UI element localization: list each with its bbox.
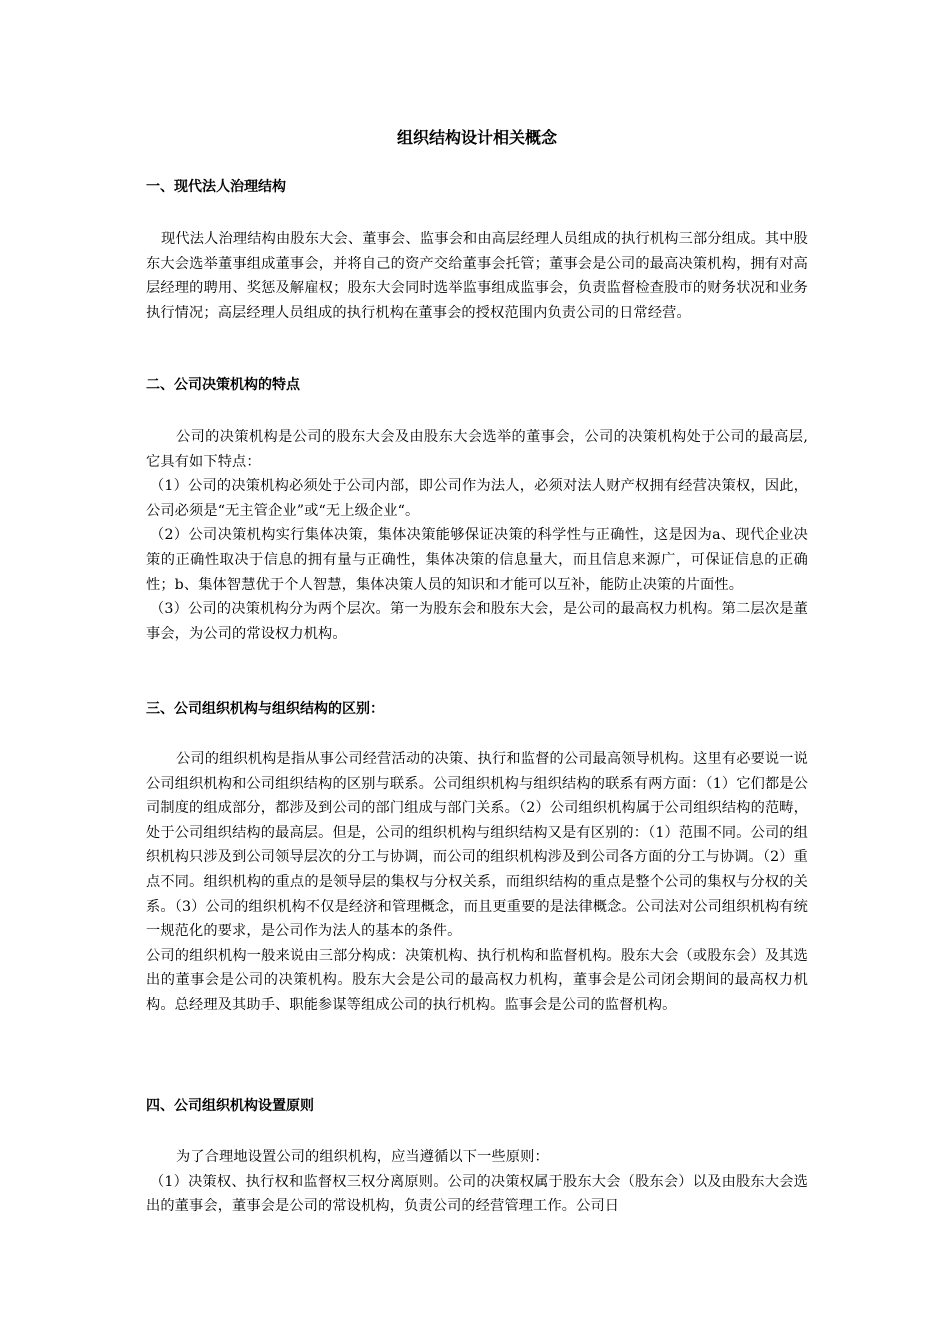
section-3-heading: 三、公司组织机构与组织结构的区别： [146, 701, 384, 717]
section-1-body [146, 227, 808, 325]
section-2-body [146, 425, 808, 646]
paragraph: 公司的组织机构是指从事公司经营活动的决策、执行和监督的公司最高领导机构。这里有必要说一说公司组织机构和公司组织结构的区别与联系。公司组织机构与组织结构的联系有两方面：（1）它们都是公司制度的组成部分，都涉及到公司的部门组成与部门关系。（2）公司组织机构属于公司组织结构的范畴，处于公司组织结构的最高层。但是，公司的组织机构与组织结构又是有区别的：（1）范围不同。公司的组织机构只涉及到公司领导层次的分工与协调，而公司的组织机构涉及到公司各方面的分工与协调。（2）重点不同。组织机构的重点的是领导层的集权与分权关系，而组织结构的重点是整个公司的集权与分权的关系。（3）公司的组织机构不仅是经济和管理概念，而且更重要的是法律概念。公司法对公司组织机构有统一规范化的要求，是公司作为法人的基本的条件。 [146, 751, 808, 940]
paragraph: 公司的决策机构是公司的股东大会及由股东大会选举的董事会，公司的决策机构处于公司的最高层,它具有如下特点： [146, 429, 808, 470]
section-2-heading: 二、公司决策机构的特点 [146, 377, 300, 393]
paragraph: 公司的组织机构一般来说由三部分构成：决策机构、执行机构和监督机构。股东大会（或股东会）及其选出的董事会是公司的决策机构。股东大会是公司的最高权力机构，董事会是公司闭会期间的最高权力机构。总经理及其助手、职能参谋等组成公司的执行机构。监事会是公司的监督机构。 [146, 947, 808, 1013]
section-1-heading: 一、现代法人治理结构 [146, 179, 286, 195]
section-4-body [146, 1145, 808, 1219]
paragraph: 现代法人治理结构由股东大会、董事会、监事会和由高层经理人员组成的执行机构三部分组成。其中股东大会选举董事组成董事会，并将自己的资产交给董事会托管；董事会是公司的最高决策机构，拥有对高层经理的聘用、奖惩及解雇权；股东大会同时选举监事组成监事会，负责监督检查股市的财务状况和业务执行情况；高层经理人员组成的执行机构在董事会的授权范围内负责公司的日常经营。 [146, 231, 808, 321]
paragraph: （3）公司的决策机构分为两个层次。第一为股东会和股东大会，是公司的最高权力机构。第二层次是董事会，为公司的常设权力机构。 [146, 601, 808, 642]
paragraph: 为了合理地设置公司的组织机构，应当遵循以下一些原则： [176, 1149, 549, 1165]
paragraph: （1）公司的决策机构必须处于公司内部，即公司作为法人，必须对法人财产权拥有经营决策权，因此，公司必须是“无主管企业”或“无上级企业“。 [146, 478, 808, 519]
section-3-body [146, 747, 808, 1018]
section-4-heading: 四、公司组织机构设置原则 [146, 1098, 314, 1114]
paragraph: （1）决策权、执行权和监督权三权分离原则。公司的决策权属于股东大会（股东会）以及由股东大会选出的董事会，董事会是公司的常设机构，负责公司的经营管理工作。公司日 [146, 1173, 808, 1215]
paragraph: （2）公司决策机构实行集体决策，集体决策能够保证决策的科学性与正确性，这是因为a、现代企业决策的正确性取决于信息的拥有量与正确性，集体决策的信息量大，而且信息来源广，可保证信息的正确性；b、集体智慧优于个人智慧，集体决策人员的知识和才能可以互补，能防止决策的片面性。 [146, 527, 808, 593]
page-title: 组织结构设计相关概念 [396, 128, 557, 147]
